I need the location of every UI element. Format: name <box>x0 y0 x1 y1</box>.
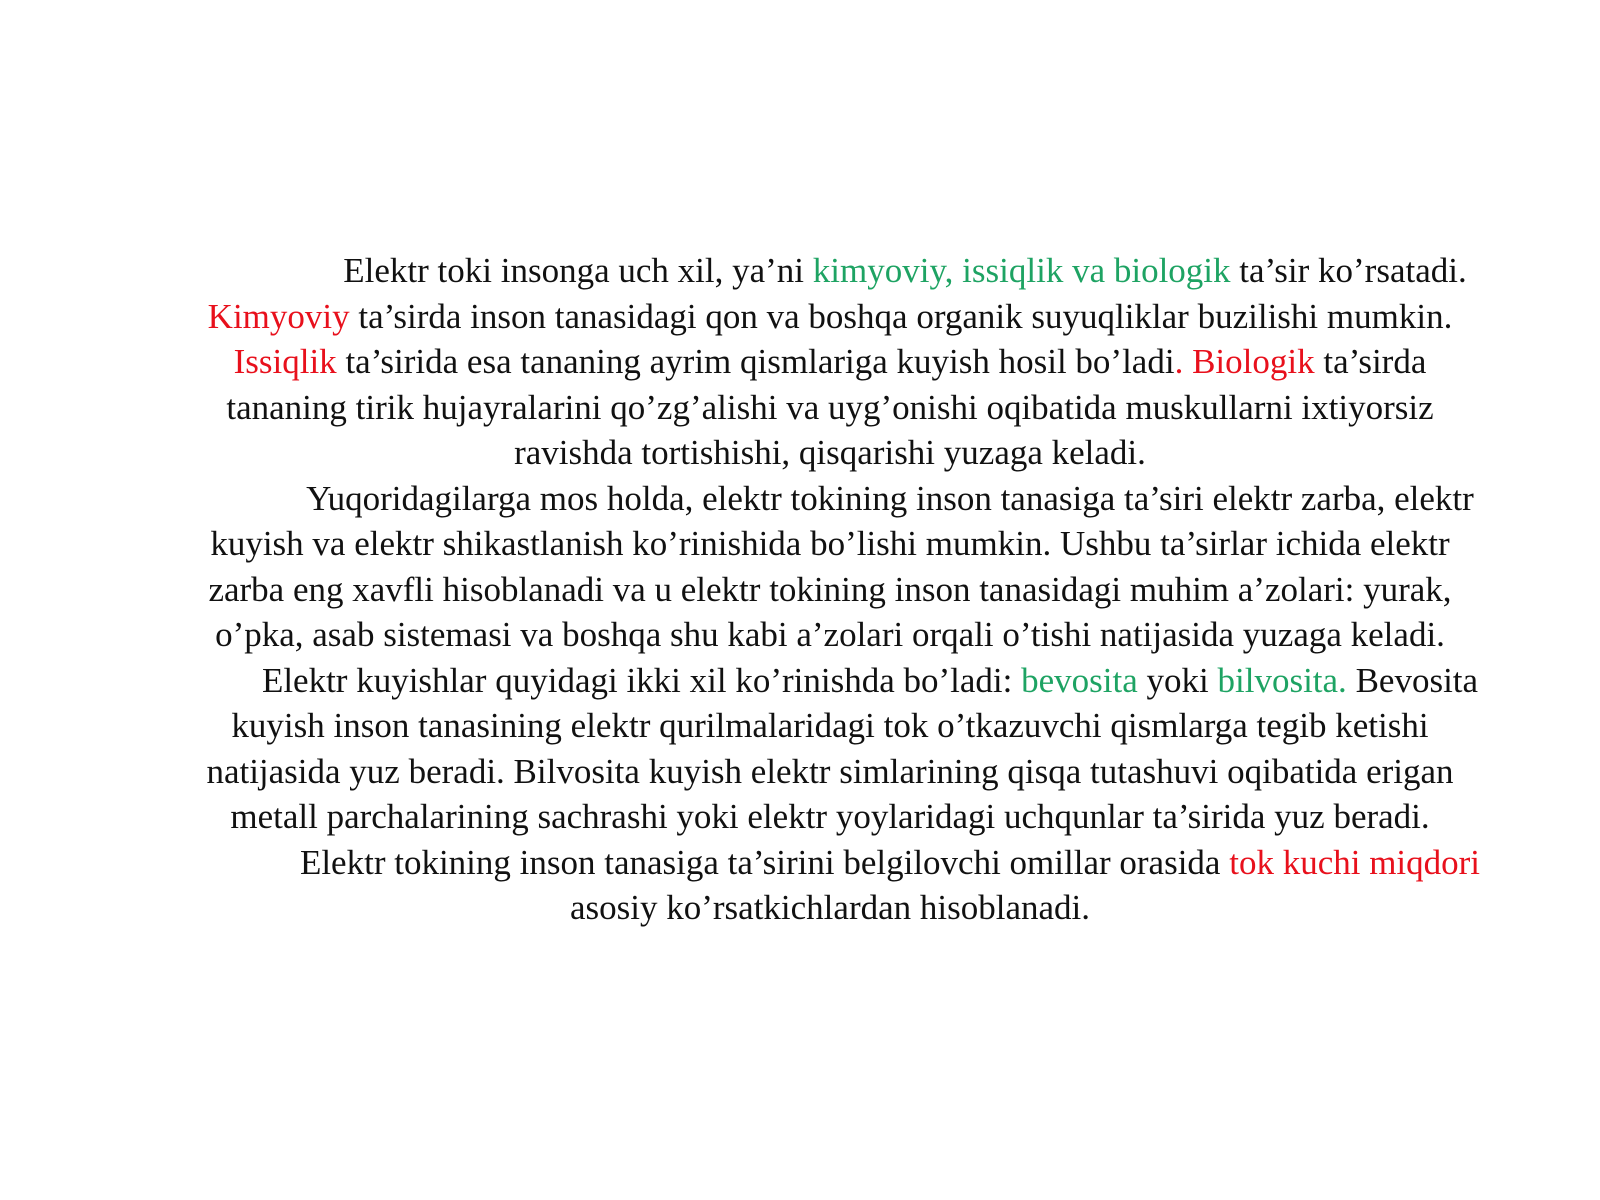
text-line <box>140 840 1520 886</box>
highlight-red: Issiqlik <box>233 342 337 381</box>
text-line <box>140 248 1520 294</box>
text-line: tananing tirik hujayralarini qo’zg’alishi va uyg’onishi oqibatida muskullarni ixtiyorsiz <box>226 387 1434 427</box>
text-line: kuyish va elektr shikastlanish ko’rinishida bo’lishi mumkin. Ushbu ta’sirlar ichida elektr <box>210 524 1450 563</box>
text-run: ta’sirda <box>1314 342 1427 381</box>
text-line: ravishda tortishishi, qisqarishi yuzaga keladi. <box>514 433 1146 472</box>
text-line: asosiy ko’rsatkichlardan hisoblanadi. <box>569 888 1090 927</box>
text-line <box>140 339 1520 385</box>
text-line: zarba eng xavfli hisoblanadi va u elektr tokining inson tanasidagi muhim a’zolari: yurak, <box>208 569 1452 609</box>
text-run: Elektr kuyishlar quyidagi ikki xil ko’rinishda bo’ladi: <box>261 660 1022 700</box>
text-run: ta’sir ko’rsatadi. <box>1230 251 1467 290</box>
text-line: o’pka, asab sistemasi va boshqa shu kabi a’zolari orqali o’tishi natijasida yuzaga keladi. <box>215 615 1445 654</box>
highlight-red: . Biologik <box>1174 342 1315 381</box>
text-line: natijasida yuz beradi. Bilvosita kuyish elektr simlarining qisqa tutashuvi oqibatida erigan <box>206 751 1454 791</box>
text-line <box>140 294 1520 340</box>
text-run: Elektr tokining inson tanasiga ta’sirini belgilovchi omillar orasida <box>299 842 1230 882</box>
text-run: yoki <box>1137 660 1218 700</box>
text-run: ta’sirida esa tananing ayrim qismlariga kuyish hosil bo’ladi <box>336 342 1175 381</box>
highlight-green: kimyoviy, issiqlik va biologik <box>812 251 1231 290</box>
highlight-red: tok kuchi miqdori <box>1229 842 1481 882</box>
highlight-red: Kimyoviy <box>207 296 350 336</box>
highlight-green: bilvosita. <box>1217 660 1347 700</box>
text-line: kuyish inson tanasining elektr qurilmalaridagi tok o’tkazuvchi qismlarga tegib ketishi <box>231 706 1429 745</box>
text-run: Bevosita <box>1346 660 1479 700</box>
text-line: metall parchalarining sachrashi yoki elektr yoylaridagi uchqunlar ta’sirida yuz beradi. <box>230 797 1430 836</box>
text-line <box>140 658 1520 704</box>
body-text <box>140 248 1520 931</box>
highlight-green: bevosita <box>1021 660 1138 700</box>
text-run: ta’sirda inson tanasidagi qon va boshqa organik suyuqliklar buzilishi mumkin. <box>349 296 1453 336</box>
text-line: Yuqoridagilarga mos holda, elektr tokining inson tanasiga ta’siri elektr zarba, elektr <box>306 478 1474 518</box>
text-run: Elektr toki insonga uch xil, ya’ni <box>343 251 813 290</box>
